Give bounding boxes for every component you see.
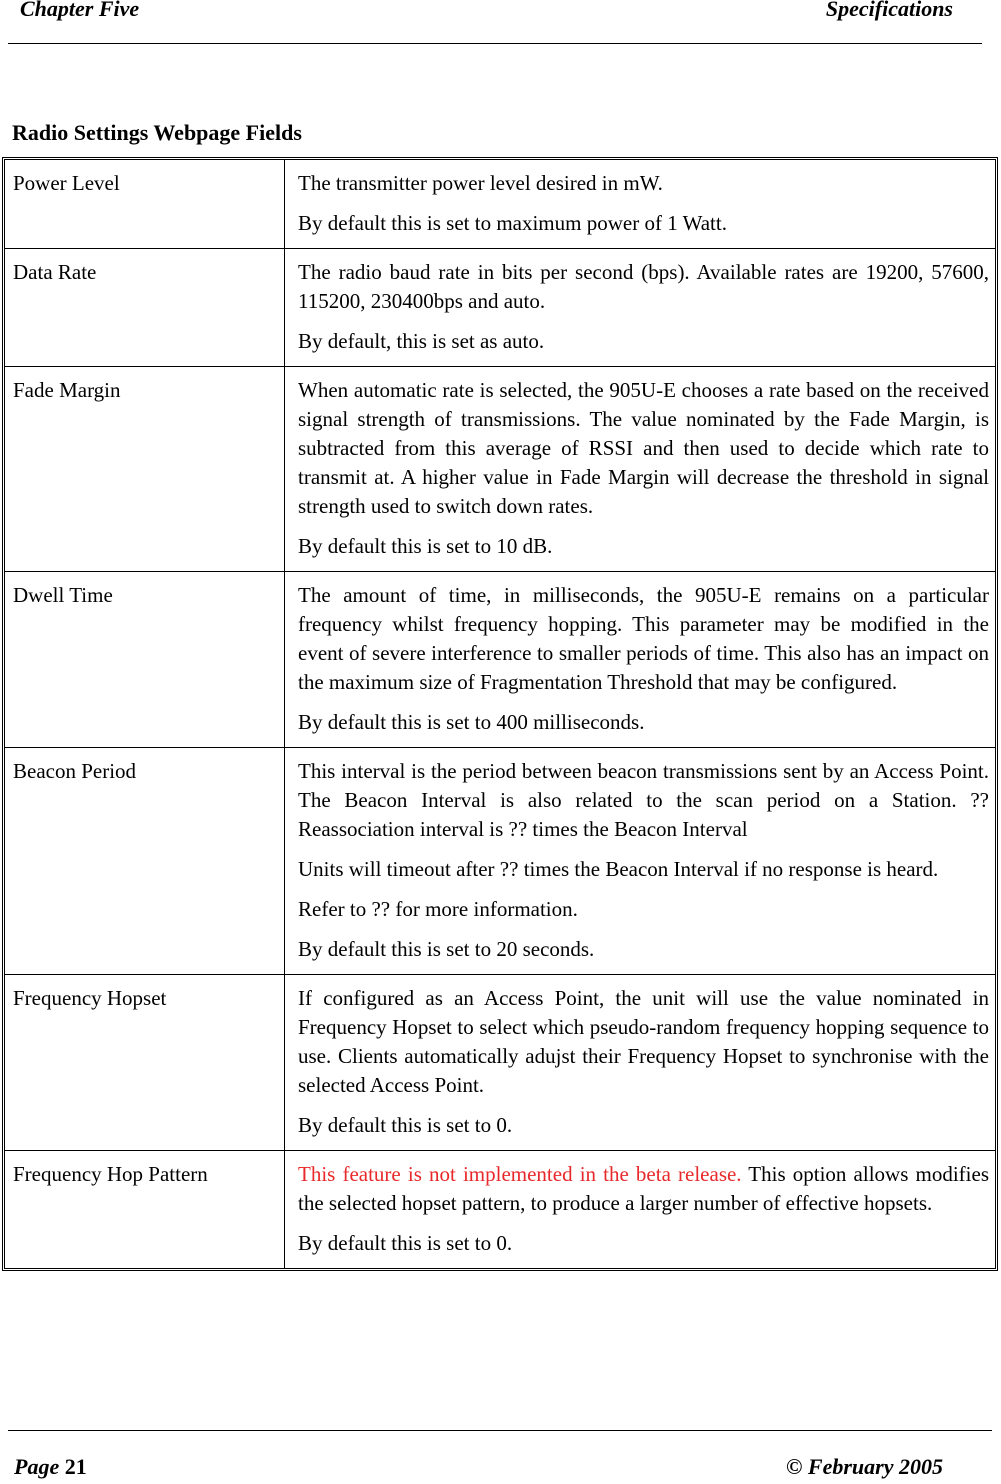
description-paragraph: The transmitter power level desired in mW.	[298, 171, 663, 195]
description-paragraph: By default this is set to maximum power of 1 Watt.	[298, 211, 727, 235]
page-header	[0, 0, 1001, 45]
table-row	[5, 748, 995, 975]
table-row	[5, 160, 995, 249]
description-paragraph: By default, this is set as auto.	[298, 329, 545, 353]
description-paragraph: The amount of time, in milliseconds, the 905U-E remains on a particular frequency whilst frequency hopping. This parameter may be modified in the event of severe interference to smaller periods of time. This also has an impact on the maximum size of Fragmentation Threshold that may be configured.	[298, 583, 989, 694]
section-label: Specifications	[825, 0, 953, 21]
description-paragraph: When automatic rate is selected, the 905U-E chooses a rate based on the received signal strength of transmissions. The value nominated by the Fade Margin, is subtracted from this average of RSSI and then used to decide which rate to transmit at. A higher value in Fade Margin will decrease the threshold in signal strength used to switch down rates.	[298, 378, 989, 518]
field-description	[285, 160, 995, 248]
field-description	[285, 748, 995, 974]
table-row	[5, 975, 995, 1151]
table-row	[5, 572, 995, 748]
field-description	[285, 249, 995, 366]
field-name: Beacon Period	[5, 748, 285, 974]
field-name: Frequency Hop Pattern	[5, 1151, 285, 1268]
table-row	[5, 367, 995, 572]
description-paragraph: By default this is set to 20 seconds.	[298, 937, 595, 961]
field-name: Frequency Hopset	[5, 975, 285, 1150]
description-paragraph: If configured as an Access Point, the unit will use the value nominated in Frequency Hopset to select which pseudo-random frequency hopping sequence to use. Clients automatically adujst their Frequency Hopset to synchronise with the selected Access Point.	[298, 986, 989, 1097]
description-paragraph: Refer to ?? for more information.	[298, 897, 578, 921]
description-paragraph: By default this is set to 10 dB.	[298, 534, 553, 558]
field-description	[285, 367, 995, 571]
page-number	[14, 1454, 87, 1480]
table-row	[5, 1151, 995, 1268]
field-name: Dwell Time	[5, 572, 285, 747]
page-number-value: 21	[64, 1454, 87, 1479]
field-name: Power Level	[5, 160, 285, 248]
field-name: Fade Margin	[5, 367, 285, 571]
field-description	[285, 975, 995, 1150]
footer-rule	[8, 1430, 992, 1431]
description-paragraph: Units will timeout after ?? times the Beacon Interval if no response is heard.	[298, 857, 939, 881]
description-paragraph: By default this is set to 0.	[298, 1231, 513, 1255]
field-name: Data Rate	[5, 249, 285, 366]
description-paragraph: The radio baud rate in bits per second (bps). Available rates are 19200, 57600, 115200, 230400bps and auto.	[298, 260, 989, 313]
page-title: Radio Settings Webpage Fields	[12, 120, 302, 145]
field-description	[285, 572, 995, 747]
table-row	[5, 249, 995, 367]
description-paragraph: By default this is set to 0.	[298, 1113, 513, 1137]
chapter-label: Chapter Five	[20, 0, 140, 21]
fields-table	[2, 157, 998, 1271]
field-description	[285, 1151, 995, 1268]
page-label: Page	[14, 1454, 60, 1479]
description-text: This option allows modifies the selected hopset pattern, to produce a larger number of effective hopsets.	[298, 1162, 989, 1215]
description-paragraph: This interval is the period between beacon transmissions sent by an Access Point. The Beacon Interval is also related to the scan period on a Station. ??Reassociation interval is ?? times the Beacon Interval	[298, 759, 989, 841]
description-paragraph	[298, 1160, 989, 1218]
header-rule	[8, 43, 982, 44]
copyright-date: © February 2005	[786, 1454, 943, 1479]
description-paragraph: By default this is set to 400 milliseconds.	[298, 710, 645, 734]
beta-warning-note: This feature is not implemented in the beta release.	[298, 1162, 742, 1186]
